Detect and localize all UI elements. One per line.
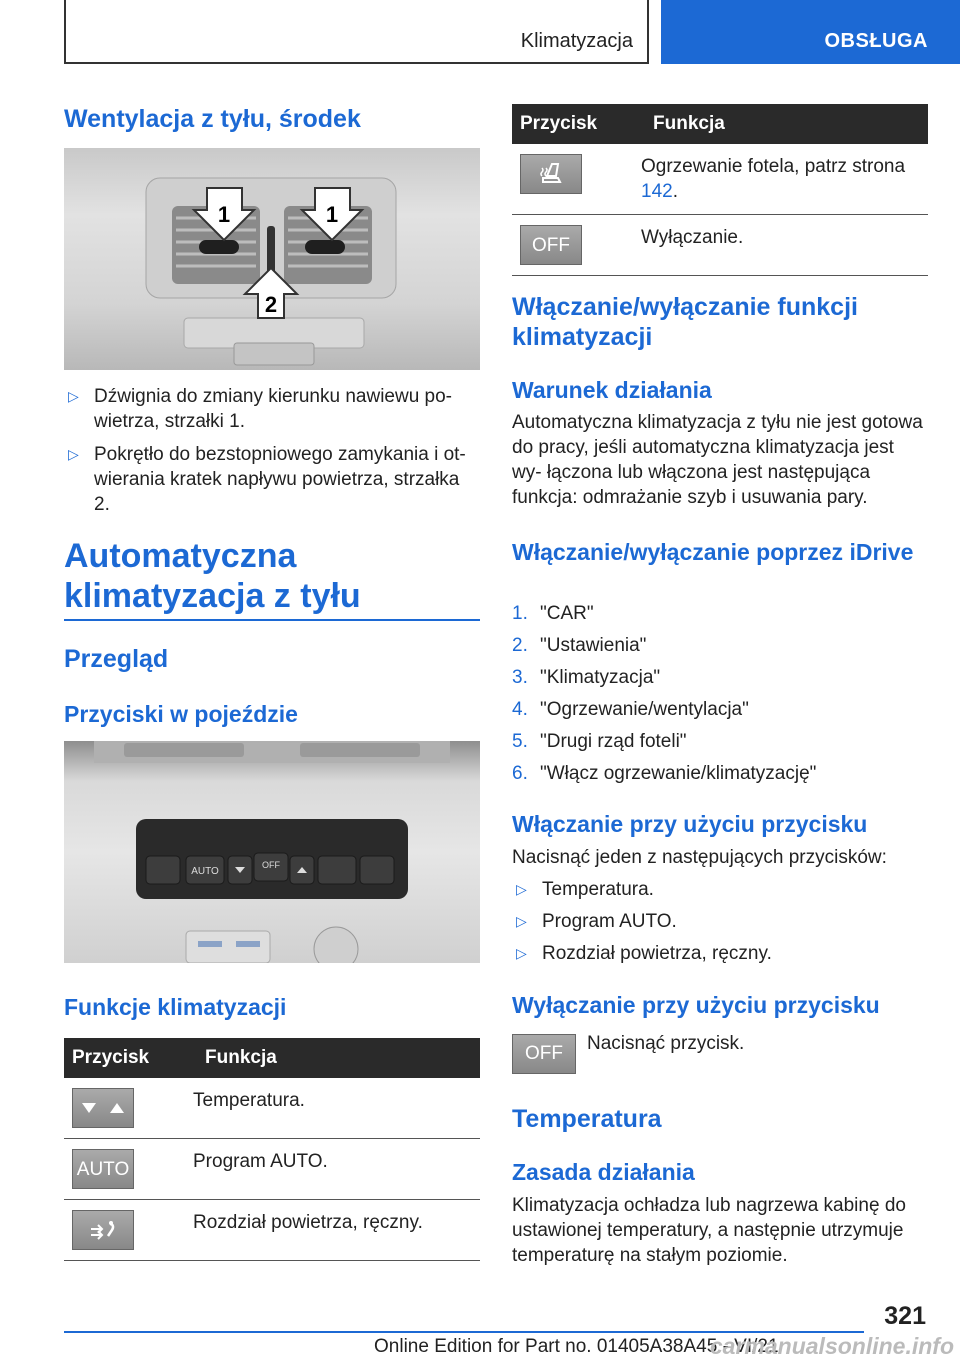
heading-idrive-onoff: Włączanie/wyłączanie poprzez iDrive xyxy=(512,539,914,565)
watermark-logo: carmanualsonline.info xyxy=(709,1333,954,1359)
triangle-bullet-icon: ▷ xyxy=(68,388,79,404)
seat-heating-icon xyxy=(520,154,582,194)
table-row xyxy=(64,1200,480,1261)
heading-climate-functions: Funkcje klimatyzacji xyxy=(64,994,287,1020)
list-item: 6. "Włącz ogrzewanie/klimatyzację" xyxy=(512,763,817,784)
page-number: 321 xyxy=(884,1302,926,1330)
table-row xyxy=(64,1139,480,1200)
heading-switch-on-button: Włączanie przy użyciu przycisku xyxy=(512,811,868,837)
panel-off-label: OFF xyxy=(262,860,280,870)
vent-bullet-list xyxy=(64,384,480,517)
table-header-function: Funkcja xyxy=(189,1038,480,1078)
table-row xyxy=(64,1078,480,1139)
triangle-bullet-icon: ▷ xyxy=(516,913,527,929)
auto-button-icon: AUTO xyxy=(72,1149,134,1189)
page-link[interactable]: 142 xyxy=(641,181,673,202)
table-row xyxy=(512,215,928,276)
header-chapter-tab xyxy=(661,0,960,64)
photo-rear-control-panel xyxy=(64,741,480,963)
table-header-button: Przycisk xyxy=(512,104,637,144)
function-text: Rozdział powietrza, ręczny. xyxy=(189,1200,480,1261)
list-item: ▷ Dźwignia do zmiany kierunku nawiewu po- wietrza, strzałki 1. xyxy=(68,386,453,432)
header-chapter-title: OBSŁUGA xyxy=(824,30,928,52)
vent-arrow-label-1b: 1 xyxy=(325,202,339,227)
heading-operating-condition: Warunek działania xyxy=(512,377,712,403)
air-distribution-icon xyxy=(72,1210,134,1250)
triangle-bullet-icon: ▷ xyxy=(68,446,79,462)
triangle-bullet-icon: ▷ xyxy=(516,945,527,961)
list-item: 1. "CAR" xyxy=(512,603,594,624)
heading-overview: Przegląd xyxy=(64,645,169,673)
off-button-icon: OFF xyxy=(520,225,582,265)
on-button-bullet-list xyxy=(512,877,928,973)
heading-switch-off-button: Wyłączanie przy użyciu przycisku xyxy=(512,992,880,1018)
heading-buttons-in-vehicle: Przyciski w pojeździe xyxy=(64,701,298,727)
heading-temperature: Temperatura xyxy=(512,1105,662,1133)
list-item: ▷ Temperatura. xyxy=(516,879,654,900)
table-header-function: Funkcja xyxy=(637,104,928,144)
heading-underline xyxy=(64,619,480,621)
list-item: 3. "Klimatyzacja" xyxy=(512,667,661,688)
panel-auto-label: AUTO xyxy=(191,866,219,877)
function-text: Temperatura. xyxy=(189,1078,480,1139)
rear-vents-illustration xyxy=(64,148,480,370)
list-item: 5. "Drugi rząd foteli" xyxy=(512,731,687,752)
idrive-steps-list xyxy=(512,601,928,793)
paragraph-operating-principle: Klimatyzacja ochładza lub nagrzewa kabinę do ustawionej temperatury, a następnie utrzymuje temperaturę na stałym poziomie. xyxy=(512,1195,906,1266)
footer-edition: Online Edition for Part no. 01405A38A45 - VI/21 xyxy=(374,1336,779,1357)
table-header-button: Przycisk xyxy=(64,1038,189,1078)
functions-table-right xyxy=(512,104,928,276)
rear-control-panel-illustration xyxy=(64,741,480,963)
list-item: 4. "Ogrzewanie/wentylacja" xyxy=(512,699,749,720)
paragraph-operating-condition: Automatyczna klimatyzacja z tyłu nie jest gotowa do pracy, jeśli automatyczna klimatyzacja jest wy- łączona lub włączona jest następująca funkcja: odmrażanie szyb i usuwania pary. xyxy=(512,412,923,508)
paragraph-switch-off-button: Nacisnąć przycisk. xyxy=(587,1033,745,1054)
functions-table-left xyxy=(64,1038,480,1261)
heading-rear-ventilation: Wentylacja z tyłu, środek xyxy=(64,105,361,133)
list-item: ▷ Rozdział powietrza, ręczny. xyxy=(516,943,772,964)
function-text: Program AUTO. xyxy=(189,1139,480,1200)
function-text: Wyłączanie. xyxy=(637,215,928,276)
triangle-bullet-icon: ▷ xyxy=(516,881,527,897)
function-text: Ogrzewanie fotela, patrz strona 142. xyxy=(637,144,928,215)
vent-arrow-label-2: 2 xyxy=(264,292,278,317)
list-item: 2. "Ustawienia" xyxy=(512,635,647,656)
temperature-arrows-icon xyxy=(72,1088,134,1128)
vent-arrow-label-1a: 1 xyxy=(217,202,231,227)
list-item: ▷ Program AUTO. xyxy=(516,911,677,932)
header-section-title: Klimatyzacja xyxy=(520,30,633,52)
header-section-box xyxy=(64,0,649,64)
table-row xyxy=(512,144,928,215)
heading-climate-onoff: Włączanie/wyłączanie funkcji klimatyzacji xyxy=(512,293,858,351)
heading-operating-principle: Zasada działania xyxy=(512,1159,695,1185)
list-item: ▷ Pokrętło do bezstopniowego zamykania i ot- wierania kratek napływu powietrza, strzałka 2. xyxy=(68,444,466,515)
paragraph-switch-on-button: Nacisnąć jeden z następujących przycisków: xyxy=(512,847,887,868)
heading-rear-auto-climate: Automatyczna klimatyzacja z tyłu xyxy=(64,537,361,615)
off-button-icon: OFF xyxy=(512,1034,576,1074)
photo-rear-vents xyxy=(64,148,480,370)
